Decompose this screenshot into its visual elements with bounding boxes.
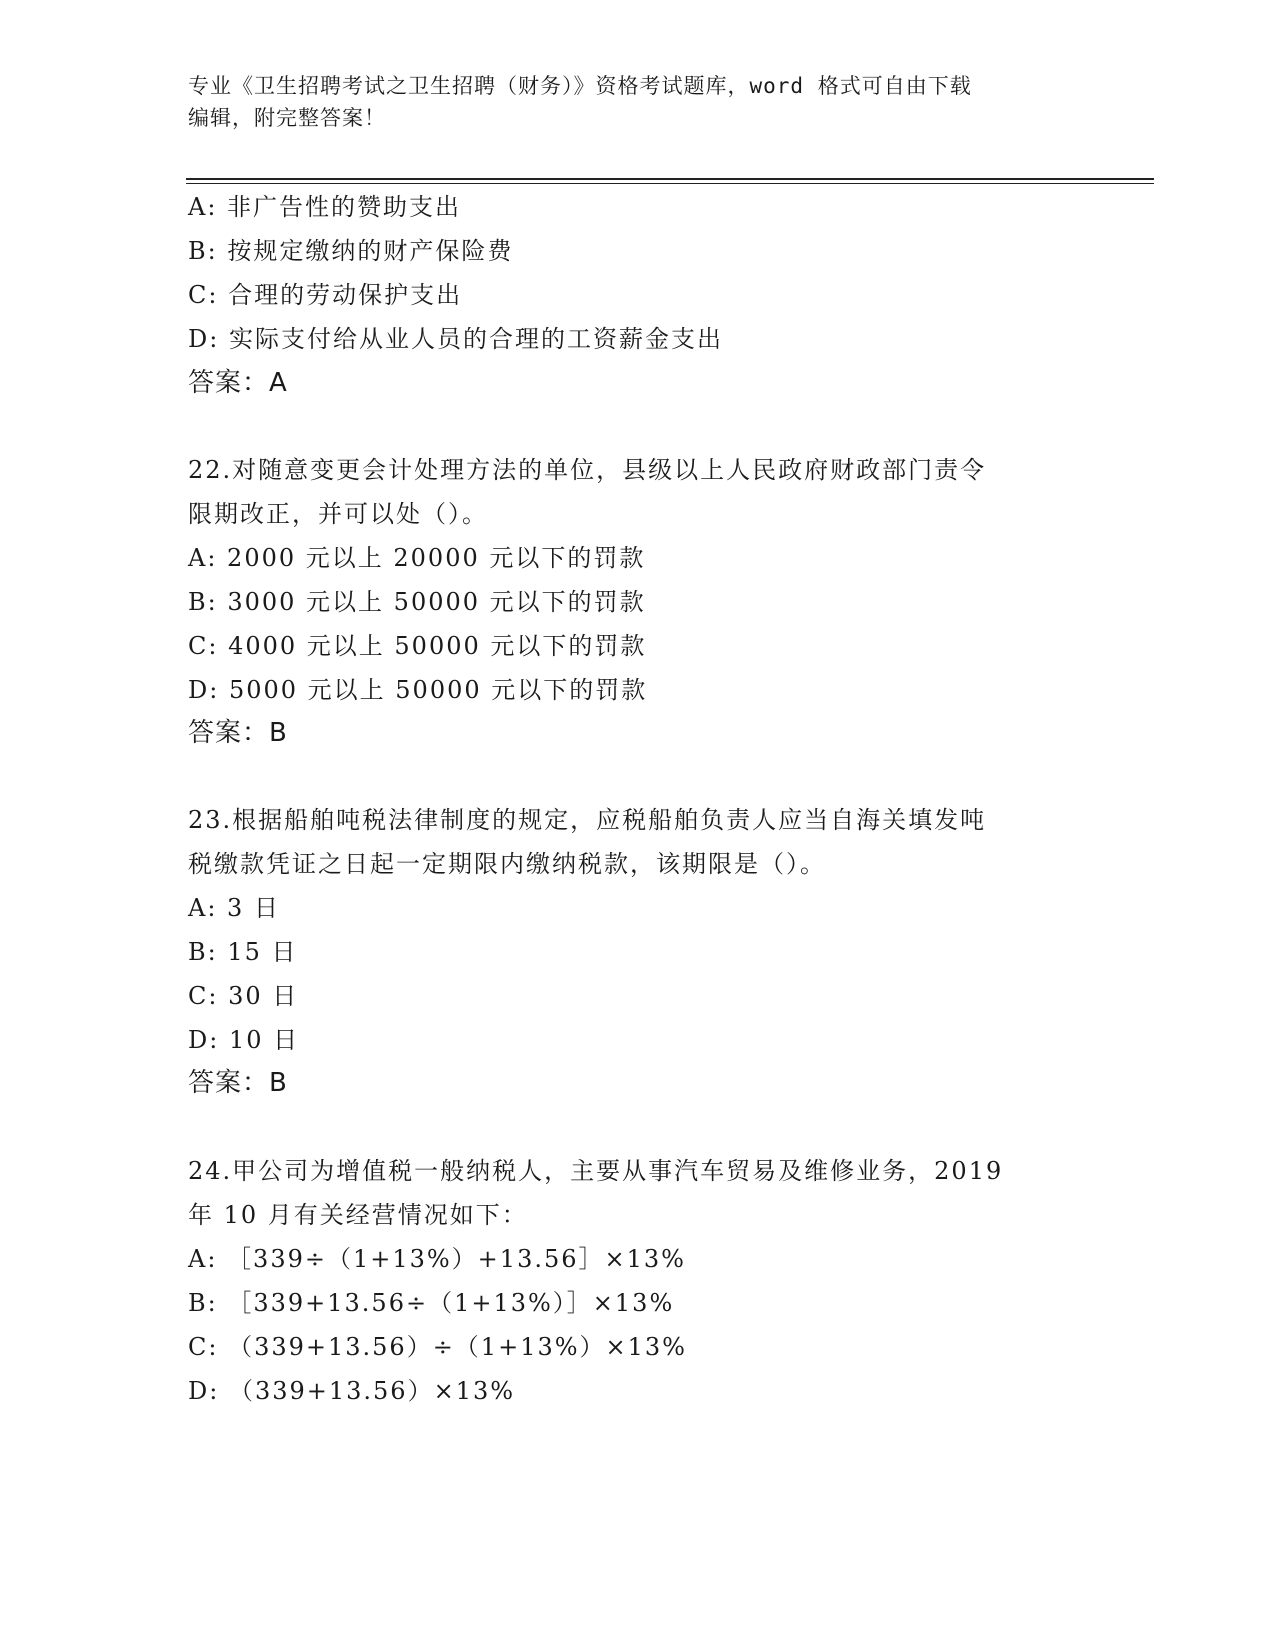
option-c: C: 30 日 xyxy=(188,982,299,1010)
question-stem-line-2: 税缴款凭证之日起一定期限内缴纳税款，该期限是（）。 xyxy=(188,850,826,878)
option-a: A: 非广告性的赞助支出 xyxy=(188,193,462,221)
option-a: A: 2000 元以上 20000 元以下的罚款 xyxy=(188,544,646,572)
question-stem-line-1: 22.对随意变更会计处理方法的单位，县级以上人民政府财政部门责令 xyxy=(188,456,987,484)
question-stem-line-2: 年 10 月有关经营情况如下： xyxy=(188,1201,528,1229)
option-a: A: ［339÷（1+13%）+13.56］×13% xyxy=(188,1245,686,1273)
option-d: D: 实际支付给从业人员的合理的工资薪金支出 xyxy=(188,325,723,353)
document-header xyxy=(188,70,1068,134)
option-b: B: ［339+13.56÷（1+13%）］×13% xyxy=(188,1289,675,1317)
header-divider-thick xyxy=(186,178,1154,180)
question-stem-line-1: 23.根据船舶吨税法律制度的规定，应税船舶负责人应当自海关填发吨 xyxy=(188,806,987,834)
option-d: D: （339+13.56）×13% xyxy=(188,1377,516,1405)
header-line-2: 编辑，附完整答案！ xyxy=(188,106,386,130)
option-d: D: 10 日 xyxy=(188,1026,300,1054)
question-stem-line-1: 24.甲公司为增值税一般纳税人，主要从事汽车贸易及维修业务，2019 xyxy=(188,1157,1004,1185)
header-divider-thin xyxy=(186,183,1154,184)
option-a: A: 3 日 xyxy=(188,894,280,922)
option-d: D: 5000 元以上 50000 元以下的罚款 xyxy=(188,676,648,704)
header-line-1: 专业《卫生招聘考试之卫生招聘（财务）》资格考试题库，word 格式可自由下载 xyxy=(188,74,972,98)
option-b: B: 按规定缴纳的财产保险费 xyxy=(188,237,514,265)
option-b: B: 15 日 xyxy=(188,938,298,966)
answer: 答案：B xyxy=(188,718,288,748)
question-stem-line-2: 限期改正，并可以处（）。 xyxy=(188,500,488,528)
answer: 答案：A xyxy=(188,368,288,398)
option-b: B: 3000 元以上 50000 元以下的罚款 xyxy=(188,588,646,616)
option-c: C: （339+13.56）÷（1+13%）×13% xyxy=(188,1333,687,1361)
option-c: C: 4000 元以上 50000 元以下的罚款 xyxy=(188,632,647,660)
option-c: C: 合理的劳动保护支出 xyxy=(188,281,463,309)
answer: 答案：B xyxy=(188,1068,288,1098)
